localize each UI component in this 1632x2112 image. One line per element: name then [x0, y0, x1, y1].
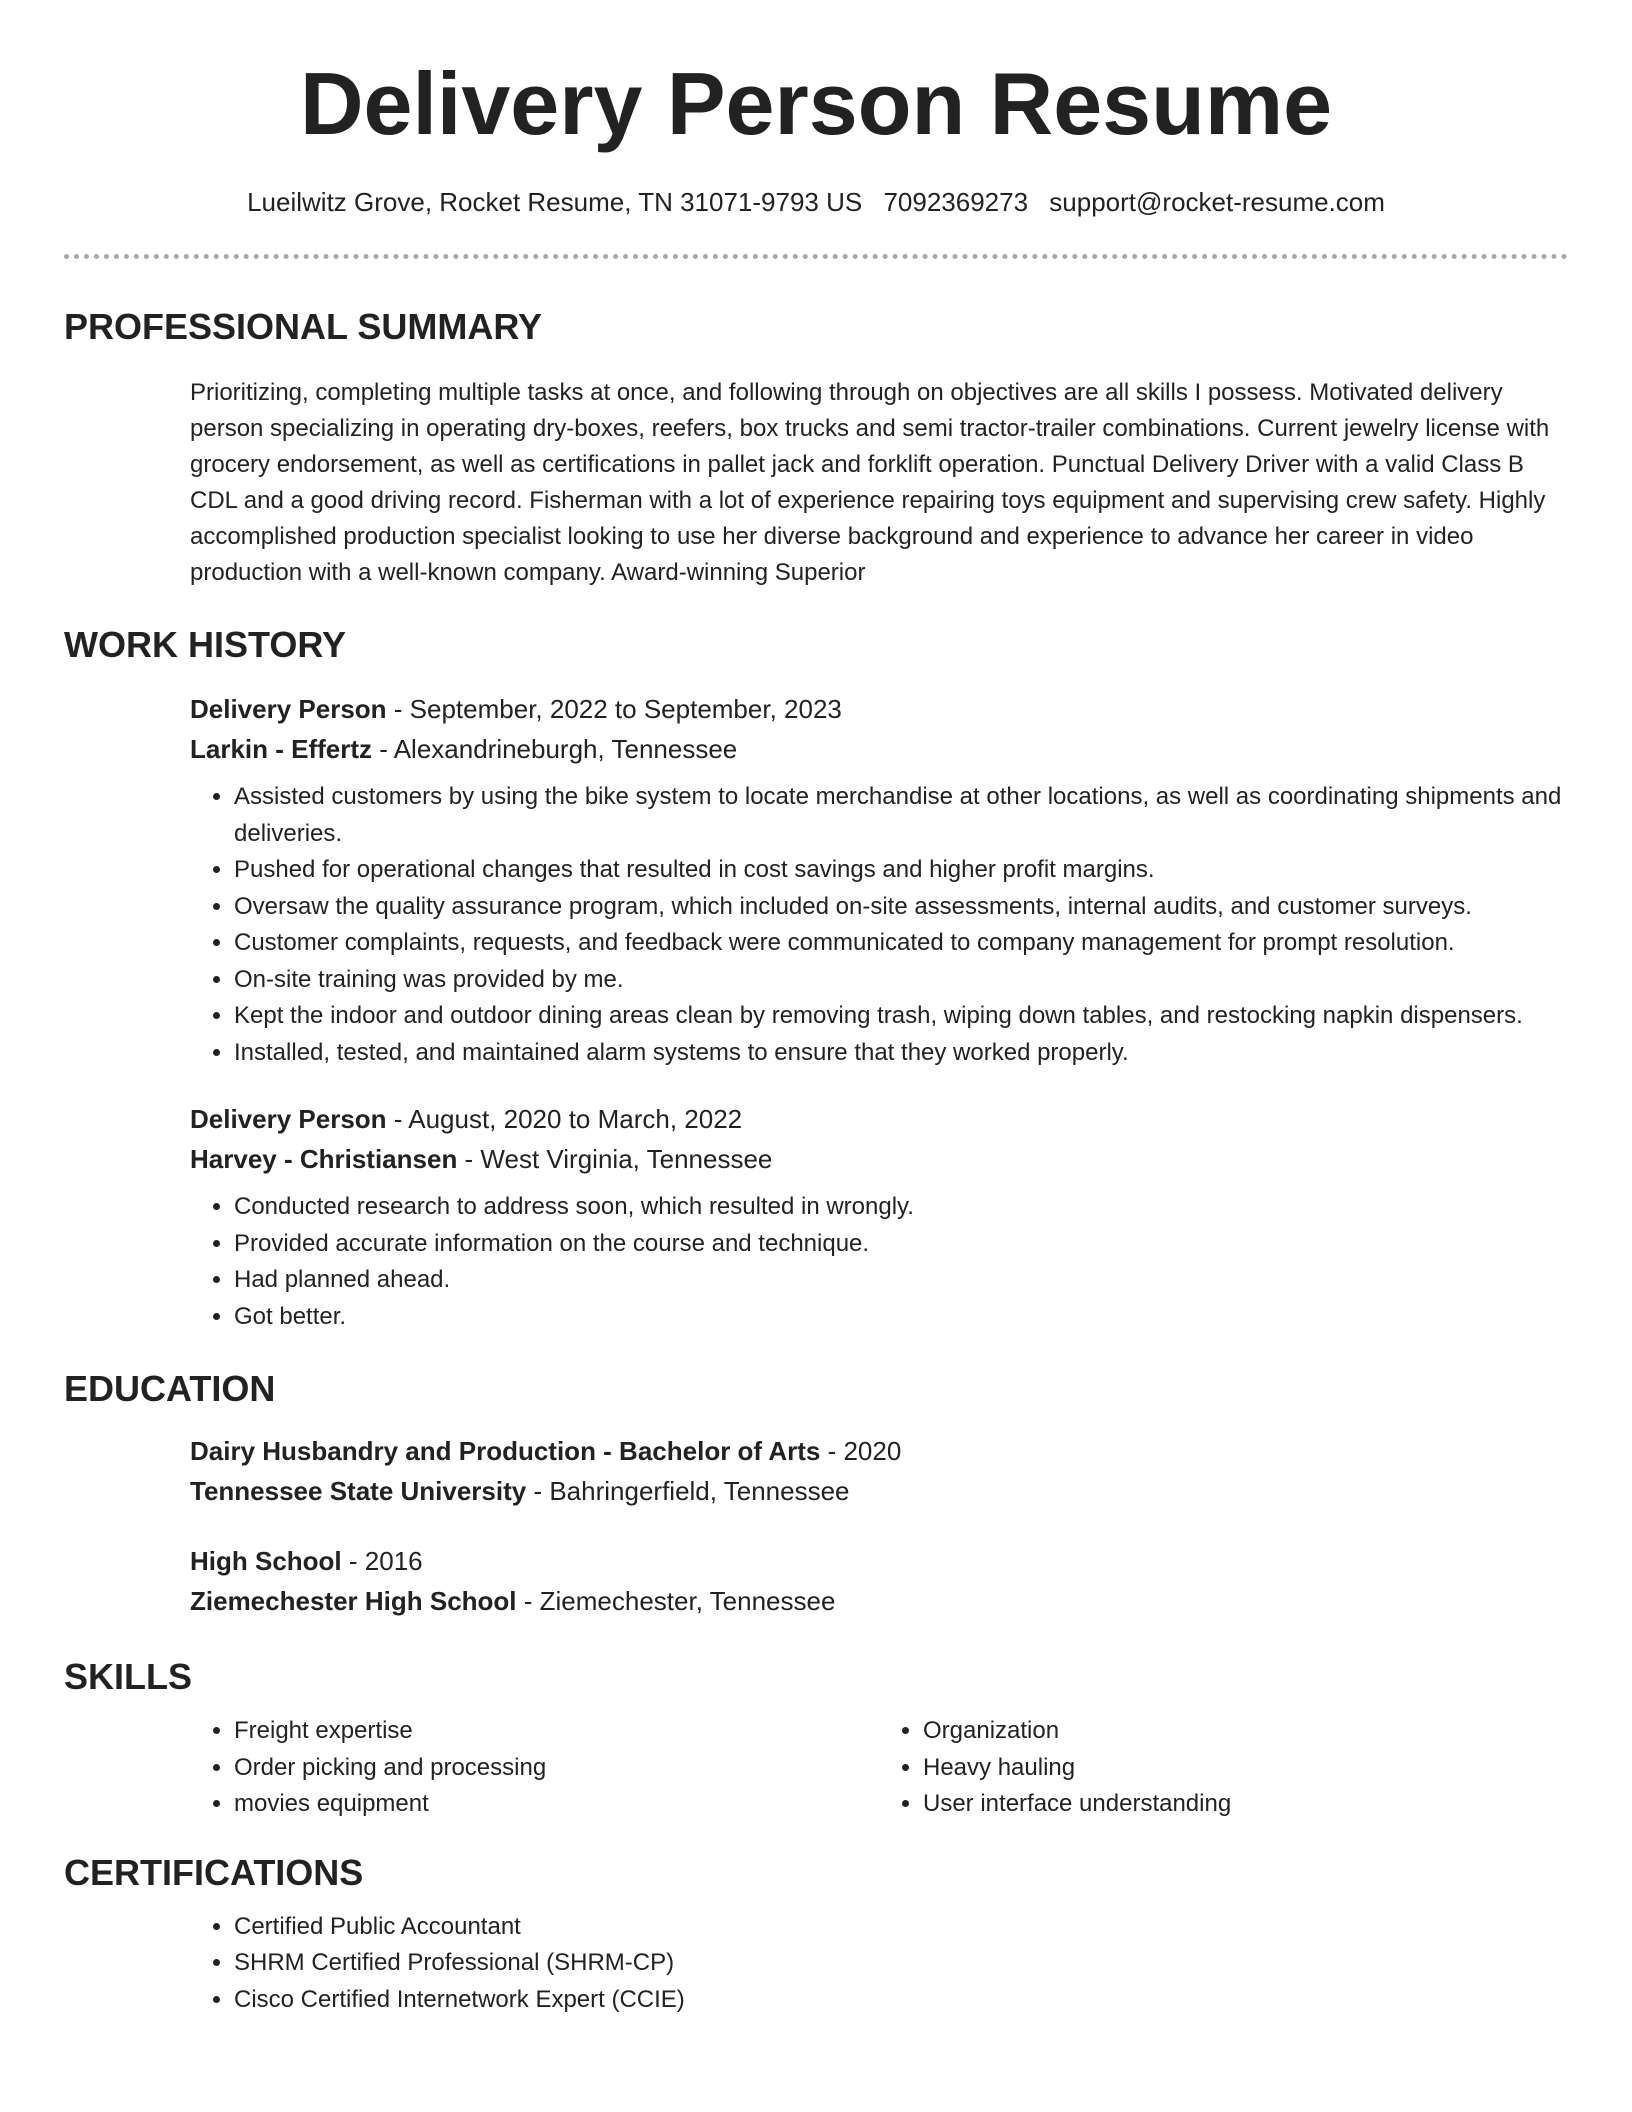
list-item: • Had planned ahead.: [234, 1262, 1568, 1299]
job-bullets: [190, 779, 1568, 1071]
grad-year: - 2016: [341, 1546, 423, 1576]
skills-section: [64, 1655, 1568, 1823]
skill-item: • Organization: [923, 1713, 1568, 1750]
contact-line: [64, 184, 1568, 220]
summary-section: [64, 305, 1568, 591]
certifications-heading: CERTIFICATIONS: [64, 1851, 364, 1893]
list-item: • Conducted research to address soon, which resulted in wrongly.: [234, 1189, 1568, 1226]
skill-item: • Freight expertise: [234, 1713, 879, 1750]
job-company: Larkin - Effertz: [190, 734, 373, 764]
degree: High School: [190, 1546, 342, 1576]
certification-item: • Certified Public Accountant: [234, 1909, 1568, 1946]
job-entry: [190, 689, 1568, 1071]
certification-item: • SHRM Certified Professional (SHRM-CP): [234, 1945, 1568, 1982]
contact-email: support@rocket-resume.com: [1049, 187, 1385, 217]
job-title-line: [190, 689, 1568, 729]
degree-line: [190, 1431, 1568, 1471]
school-line: [190, 1471, 1568, 1511]
job-company-line: [190, 729, 1568, 769]
list-item: • Kept the indoor and outdoor dining areas clean by removing trash, wiping down tables, and restocking napkin dispensers.: [234, 998, 1568, 1035]
education-heading: EDUCATION: [64, 1368, 276, 1409]
job-location: - Alexandrineburgh, Tennessee: [372, 734, 738, 764]
skills-column-left: [190, 1713, 879, 1823]
certifications-section: [64, 1851, 1568, 2019]
skills-heading: SKILLS: [64, 1656, 193, 1697]
summary-heading: PROFESSIONAL SUMMARY: [64, 306, 543, 347]
list-item: • Assisted customers by using the bike system to locate merchandise at other locations, as well as coordinating shipments and deliveries.: [234, 779, 1568, 852]
education-entry: [190, 1431, 1568, 1511]
certifications-bullets: [190, 1909, 1568, 2019]
summary-text: Prioritizing, completing multiple tasks at once, and following through on objectives are all skills I possess. Motivated delivery person specializing in operating dry-boxes, reefers, box trucks and semi tractor-trailer combinations. Current jewelry license with grocery endorsement, as well as certifications in pallet jack and forklift operation. Punctual Delivery Driver with a valid Class B CDL and a good driving record. Fisherman with a lot of experience repairing toys equipment and supervising crew safety. Highly accomplished production specialist looking to use her diverse background and experience to advance her career in video production with a well-known company. Award-winning Superior: [190, 379, 1550, 586]
school-name: Tennessee State University: [190, 1476, 527, 1506]
list-item: • Got better.: [234, 1299, 1568, 1336]
work-history-heading: WORK HISTORY: [64, 624, 347, 665]
skill-item: • Heavy hauling: [923, 1750, 1568, 1787]
header-divider: [64, 254, 1568, 259]
list-item: • Pushed for operational changes that resulted in cost savings and higher profit margins.: [234, 852, 1568, 889]
school-location: - Ziemechester, Tennessee: [516, 1586, 836, 1616]
skills-column-right: [879, 1713, 1568, 1823]
job-dates: - August, 2020 to March, 2022: [386, 1104, 743, 1134]
job-title: Delivery Person: [190, 694, 387, 724]
job-company-line: [190, 1139, 1568, 1179]
skill-item: • User interface understanding: [923, 1786, 1568, 1823]
job-dates: - September, 2022 to September, 2023: [386, 694, 842, 724]
list-item: • Installed, tested, and maintained alarm systems to ensure that they worked properly.: [234, 1035, 1568, 1072]
list-item: • Provided accurate information on the course and technique.: [234, 1226, 1568, 1263]
skills-grid: [190, 1713, 1568, 1823]
job-title-line: [190, 1099, 1568, 1139]
list-item: • On-site training was provided by me.: [234, 962, 1568, 999]
skill-item: • movies equipment: [234, 1786, 879, 1823]
contact-address: Lueilwitz Grove, Rocket Resume, TN 31071-9793 US: [247, 187, 863, 217]
page-title: Delivery Person Resume: [299, 54, 1333, 153]
degree: Dairy Husbandry and Production - Bachelor of Arts: [190, 1436, 821, 1466]
list-item: • Oversaw the quality assurance program, which included on-site assessments, internal audits, and customer surveys.: [234, 889, 1568, 926]
grad-year: - 2020: [820, 1436, 902, 1466]
skill-item: • Order picking and processing: [234, 1750, 879, 1787]
job-company: Harvey - Christiansen: [190, 1144, 458, 1174]
job-location: - West Virginia, Tennessee: [457, 1144, 773, 1174]
education-section: [64, 1367, 1568, 1621]
school-name: Ziemechester High School: [190, 1586, 517, 1616]
school-line: [190, 1581, 1568, 1621]
job-entry: [190, 1099, 1568, 1335]
certification-item: • Cisco Certified Internetwork Expert (CCIE): [234, 1982, 1568, 2019]
certifications-list: [190, 1909, 1568, 2019]
job-title: Delivery Person: [190, 1104, 387, 1134]
job-bullets: [190, 1189, 1568, 1335]
education-entry: [190, 1541, 1568, 1621]
list-item: • Customer complaints, requests, and feedback were communicated to company management for prompt resolution.: [234, 925, 1568, 962]
school-location: - Bahringerfield, Tennessee: [526, 1476, 850, 1506]
degree-line: [190, 1541, 1568, 1581]
contact-phone: 7092369273: [883, 187, 1029, 217]
work-history-section: [64, 623, 1568, 1335]
